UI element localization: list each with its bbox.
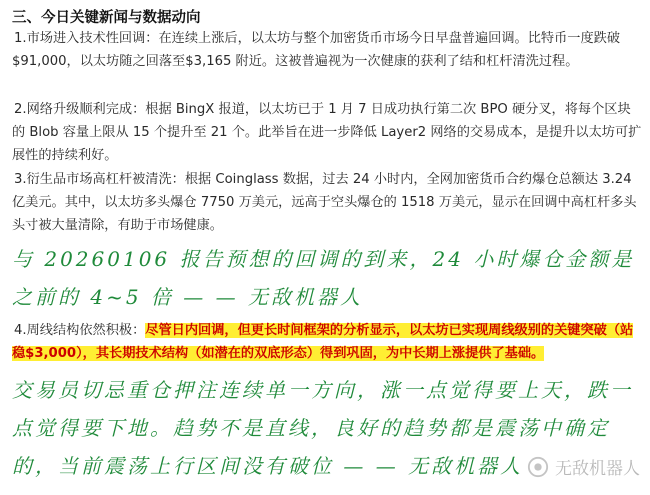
- news-item-4-prefix: 4.周线结构依然积极：: [14, 323, 146, 338]
- news-item-4-highlight: 尽管日内回调，但更长时间框架的分析显示，以太坊已实现周线级别的关键突破（站稳$3,000），其长期技术结构（如潜在的双底形态）得到巩固，为中长期上涨提供了基础。: [12, 323, 634, 361]
- watermark-text: 无敌机器人: [555, 459, 640, 479]
- news-item-2: 2.网络升级顺利完成：根据 BingX 报道，以太坊已于 1 月 7 日成功执行第二次 BPO 硬分叉，将每个区块的 Blob 容量上限从 15 个提升至 21 个。此举旨在进一步降低 Layer2 网络的交易成本，是提升以太坊可扩展性的持续利好。: [12, 102, 642, 163]
- handwritten-note-1: 与 20260106 报告预想的回调的到来，24 小时爆仓金额是之前的 4~5 倍 — — 无敌机器人: [12, 247, 635, 309]
- wechat-logo-icon: [527, 456, 549, 478]
- news-item-3: 3.衍生品市场高杠杆被清洗：根据 Coinglass 数据，过去 24 小时内，全网加密货币合约爆仓总额达 3.24 亿美元。其中，以太坊多头爆仓 7750 万美元，远高于空头爆仓的 1518 万美元，显示在回调中高杠杆多头头寸被大量清除，有助于市场健康。: [12, 172, 637, 233]
- news-item-1: 1.市场进入技术性回调：在连续上涨后，以太坊与整个加密货币市场今日早盘普遍回调。比特币一度跌破$91,000，以太坊随之回落至$3,165 附近。这被普遍视为一次健康的获利了结和杠杆清洗过程。: [12, 31, 621, 69]
- watermark: [527, 454, 640, 479]
- news-item-4: [12, 319, 642, 365]
- handwritten-note-2: 交易员切忌重仓押注连续单一方向，涨一点觉得要上天，跌一点觉得要下地。趋势不是直线，良好的趋势都是震荡中确定的，当前震荡上行区间没有破位 — — 无敌机器人: [12, 378, 633, 478]
- section-title: 三、今日关键新闻与数据动向: [12, 10, 201, 26]
